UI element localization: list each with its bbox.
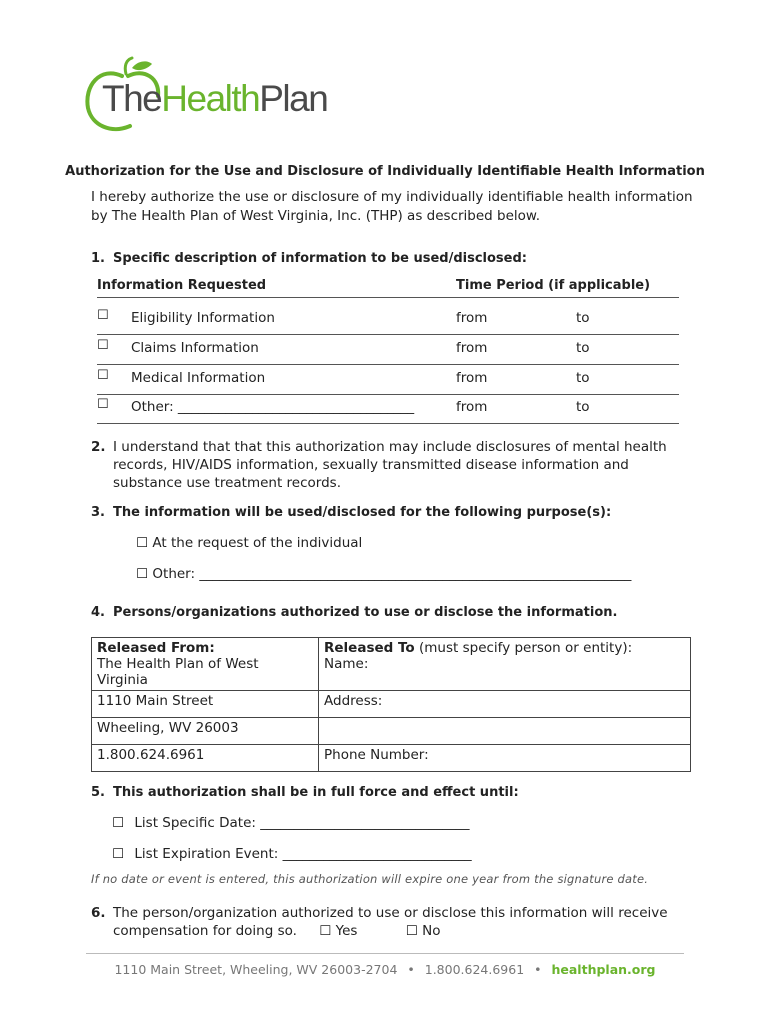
time-period-header: Time Period (if applicable)	[456, 278, 651, 293]
section-2-text: I understand that that this authorization may include disclosures of mental health records, HIV/AIDS information, sexually transmitted disease information and substance use treatment records.	[113, 439, 667, 491]
purpose-option-other[interactable]	[136, 566, 631, 582]
purpose-option-label[interactable]: Other: ________________________________________________________________	[152, 566, 632, 582]
released-from-street: 1110 Main Street	[92, 691, 319, 718]
expiration-date-option[interactable]	[112, 815, 470, 831]
row-rule	[97, 423, 679, 424]
expiration-event-label[interactable]: List Expiration Event: ____________________________	[134, 846, 472, 862]
section-6-line1: The person/organization authorized to use or disclose this information will receive	[113, 905, 668, 921]
empty-checkbox-icon[interactable]: ☐	[319, 923, 332, 939]
row-rule	[97, 334, 679, 335]
no-option[interactable]: No	[422, 923, 441, 939]
released-to-name-field[interactable]: Name:	[324, 656, 369, 672]
section-2-number: 2.	[91, 439, 106, 455]
row-rule	[97, 394, 679, 395]
expiration-note: If no date or event is entered, this authorization will expire one year from the signature date.	[91, 872, 649, 886]
information-requested-header: Information Requested	[97, 278, 267, 293]
footer-phone: 1.800.624.6961	[424, 962, 525, 977]
from-field[interactable]: from	[456, 340, 488, 356]
section-5-number: 5.	[91, 785, 105, 800]
empty-checkbox-icon[interactable]: ☐	[112, 815, 125, 831]
section-2	[91, 438, 701, 492]
released-from-name: The Health Plan of West Virginia	[97, 656, 259, 688]
from-field[interactable]: from	[456, 399, 488, 415]
logo-word-plan: Plan	[259, 78, 328, 119]
from-field[interactable]: from	[456, 310, 488, 326]
to-field[interactable]: to	[576, 370, 590, 386]
empty-checkbox-icon[interactable]: ☐	[136, 535, 149, 551]
footer-website-link[interactable]: healthplan.org	[551, 962, 656, 977]
released-to-note: (must specify person or entity):	[419, 640, 633, 656]
released-from-phone: 1.800.624.6961	[92, 745, 319, 772]
released-to-address-field[interactable]: Address:	[319, 691, 691, 718]
section-6-line2: compensation for doing so.	[113, 923, 297, 939]
released-from-city: Wheeling, WV 26003	[92, 718, 319, 745]
info-row-claims	[97, 338, 679, 368]
info-row-label[interactable]: Other: ___________________________________	[131, 399, 415, 415]
footer	[0, 962, 770, 977]
yes-option[interactable]: Yes	[335, 923, 358, 939]
empty-checkbox-icon[interactable]: ☐	[97, 338, 109, 353]
expiration-event-option[interactable]	[112, 846, 472, 862]
empty-checkbox-icon[interactable]: ☐	[112, 846, 125, 862]
released-to-phone-field[interactable]: Phone Number:	[319, 745, 691, 772]
logo-word-the: The	[102, 78, 162, 119]
info-row-label: Medical Information	[131, 370, 266, 386]
info-row-label: Claims Information	[131, 340, 259, 356]
footer-address: 1110 Main Street, Wheeling, WV 26003-2704	[114, 962, 398, 977]
to-field[interactable]: to	[576, 399, 590, 415]
info-row-other	[97, 397, 679, 427]
section-4-title: Persons/organizations authorized to use or disclose the information.	[113, 605, 618, 620]
released-from-cell	[92, 638, 319, 691]
row-rule	[97, 364, 679, 365]
header-rule	[97, 297, 679, 298]
empty-checkbox-icon[interactable]: ☐	[97, 368, 109, 383]
to-field[interactable]: to	[576, 340, 590, 356]
section-1-title: Specific description of information to be used/disclosed:	[113, 251, 527, 266]
released-to-address-line2[interactable]	[319, 718, 691, 745]
bullet-separator: •	[534, 962, 542, 977]
empty-checkbox-icon[interactable]: ☐	[136, 566, 149, 582]
persons-table	[91, 637, 691, 772]
intro-paragraph: I hereby authorize the use or disclosure of my individually identifiable health information by The Health Plan of West Virginia, Inc. (THP) as described below.	[91, 189, 693, 224]
released-from-label: Released From:	[97, 640, 215, 656]
purpose-option-label: At the request of the individual	[152, 535, 363, 551]
section-6-number: 6.	[91, 905, 106, 921]
section-3-heading	[91, 505, 611, 520]
purpose-option-individual[interactable]	[136, 535, 362, 551]
footer-divider	[86, 953, 684, 954]
section-5-title: This authorization shall be in full force and effect until:	[113, 785, 519, 800]
section-4-number: 4.	[91, 605, 105, 620]
health-plan-logo	[82, 56, 332, 136]
section-3-title: The information will be used/disclosed for the following purpose(s):	[113, 505, 612, 520]
expiration-date-label[interactable]: List Specific Date: _______________________________	[134, 815, 470, 831]
section-5-heading	[91, 785, 519, 800]
logo-word-health: Health	[161, 78, 260, 119]
from-field[interactable]: from	[456, 370, 488, 386]
logo-wordmark	[102, 78, 327, 120]
empty-checkbox-icon[interactable]: ☐	[97, 308, 109, 323]
section-6	[91, 904, 711, 940]
empty-checkbox-icon[interactable]: ☐	[405, 923, 418, 939]
to-field[interactable]: to	[576, 310, 590, 326]
info-row-label: Eligibility Information	[131, 310, 275, 326]
section-3-number: 3.	[91, 505, 105, 520]
info-row-medical	[97, 368, 679, 398]
section-1-heading	[91, 251, 527, 266]
released-to-label: Released To	[324, 640, 415, 656]
bullet-separator: •	[407, 962, 415, 977]
info-row-eligibility	[97, 308, 679, 338]
empty-checkbox-icon[interactable]: ☐	[97, 397, 109, 412]
section-4-heading	[91, 605, 617, 620]
released-to-cell	[319, 638, 691, 691]
section-1-number: 1.	[91, 251, 105, 266]
document-title: Authorization for the Use and Disclosure of Individually Identifiable Health Information	[65, 164, 705, 179]
